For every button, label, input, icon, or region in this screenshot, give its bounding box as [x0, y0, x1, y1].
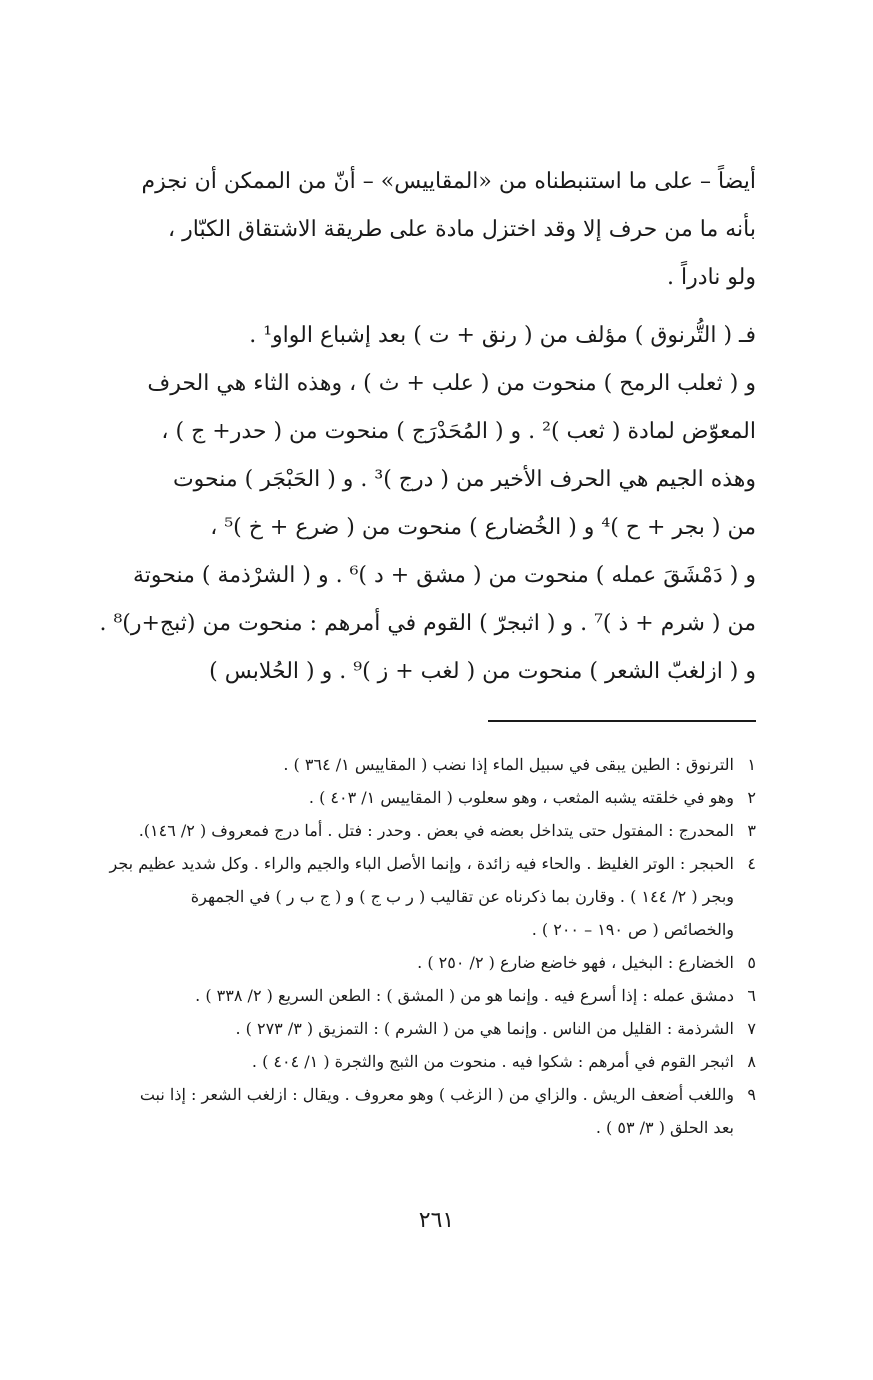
main-text: [88, 158, 756, 696]
footnote-text: [88, 979, 734, 1012]
footnote-2: [88, 781, 756, 814]
footnote-text: [88, 847, 734, 946]
text-line: من ( بجر + ح )⁴ و ( الخُضارع ) منحوت من ( ضرع + خ )⁵ ،: [210, 515, 756, 540]
footnote-text: [88, 781, 734, 814]
footnotes: [88, 748, 756, 1144]
footnote-line: الشرذمة : القليل من الناس . وإنما هي من ( الشرم ) : التمزيق ( ٣/ ٢٧٣ ) .: [235, 1019, 734, 1038]
footnote-number: ٦: [747, 986, 756, 1005]
footnote-line: الترنوق : الطين يبقى في سبيل الماء إذا نضب ( المقاييس ١/ ٣٦٤ ) .: [283, 755, 734, 774]
footnote-3: [88, 814, 756, 847]
footnote-number: ٩: [747, 1085, 756, 1104]
text-line: و ( ثعلب الرمح ) منحوت من ( علب + ث ) ، وهذه الثاء هي الحرف: [147, 371, 756, 396]
text-line: فـ ( التُّرنوق ) مؤلف من ( رنق + ت ) بعد إشباع الواو¹ .: [249, 323, 756, 348]
footnote-text: [88, 1078, 734, 1144]
footnote-line: اثبجر القوم في أمرهم : شكوا فيه . منحوت من الثبج والثجرة ( ١/ ٤٠٤ ) .: [251, 1052, 734, 1071]
footnote-4: [88, 847, 756, 946]
footnote-6: [88, 979, 756, 1012]
footnote-5: [88, 946, 756, 979]
footnote-9: [88, 1078, 756, 1144]
text-line: من ( شرم + ذ )⁷ . و ( اثبجرّ ) القوم في أمرهم : منحوت من (ثبج+ر)⁸ .: [99, 611, 756, 636]
footnote-number: ٢: [747, 788, 756, 807]
footnote-line: بعد الحلق ( ٣/ ٥٣ ) .: [595, 1118, 734, 1137]
footnote-line: دمشق عمله : إذا أسرع فيه . وإنما هو من ( المشق ) : الطعن السريع ( ٢/ ٣٣٨ ) .: [195, 986, 734, 1005]
footnote-number: ٤: [747, 854, 756, 873]
footnote-number: ٣: [747, 821, 756, 840]
footnote-line: الحبجر : الوتر الغليظ . والحاء فيه زائدة ، وإنما الأصل الباء والجيم والراء . وكل شديد عظيم بجر: [109, 854, 734, 873]
footnote-text: [88, 946, 734, 979]
footnote-number: ٧: [747, 1019, 756, 1038]
footnote-text: [88, 814, 734, 847]
footnote-text: [88, 1012, 734, 1045]
footnote-divider: [488, 720, 756, 722]
page-number: ٢٦١: [418, 1208, 455, 1233]
footnote-1: [88, 748, 756, 781]
footnote-number: ٥: [747, 953, 756, 972]
text-line: و ( دَمْشَقَ عمله ) منحوت من ( مشق + د )⁶ . و ( الشرْذمة ) منحوتة: [132, 563, 756, 588]
text-line: بأنه ما من حرف إلا وقد اختزل مادة على طريقة الاشتقاق الكبّار ،: [168, 217, 756, 242]
footnote-line: الخضارع : البخيل ، فهو خاضع ضارع ( ٢/ ٢٥٠ ) .: [417, 953, 734, 972]
footnote-line: وهو في خلقته يشبه المثعب ، وهو سعلوب ( المقاييس ١/ ٤٠٣ ) .: [308, 788, 734, 807]
footnote-line: واللغب أضعف الريش . والزاي من ( الزغب ) وهو معروف . ويقال : ازلغب الشعر : إذا نبت: [139, 1085, 734, 1104]
paragraph-1: [88, 158, 756, 302]
footnote-line: وبجر ( ٢/ ١٤٤ ) . وقارن بما ذكرناه عن تقاليب ( ر ب ج ) و ( ج ب ر ) في الجمهرة: [190, 887, 734, 906]
footnote-line: المحدرج : المفتول حتى يتداخل بعضه في بعض . وحدر : فتل . أما درج فمعروف ( ٢/ ١٤٦).: [138, 821, 734, 840]
text-line: أيضاً – على ما استنبطناه من «المقاييس» – أنّ من الممكن أن نجزم: [141, 169, 756, 194]
footnote-text: [88, 1045, 734, 1078]
footnote-text: [88, 748, 734, 781]
footnote-8: [88, 1045, 756, 1078]
text-line: وهذه الجيم هي الحرف الأخير من ( درج )³ . و ( الحَبْجَر ) منحوت: [172, 467, 756, 492]
text-line: و ( ازلغبّ الشعر ) منحوت من ( لغب + ز )⁹ . و ( الحُلابس ): [209, 659, 756, 684]
paragraph-2: [88, 312, 756, 696]
footnote-line: والخصائص ( ص ١٩٠ – ٢٠٠ ) .: [531, 920, 734, 939]
footnote-number: ٨: [747, 1052, 756, 1071]
footnote-7: [88, 1012, 756, 1045]
text-line: ولو نادراً .: [666, 265, 756, 290]
footnote-number: ١: [747, 755, 756, 774]
text-line: المعوّض لمادة ( ثعب )² . و ( المُحَدْرَج ) منحوت من ( حدر+ ج ) ،: [161, 419, 756, 444]
